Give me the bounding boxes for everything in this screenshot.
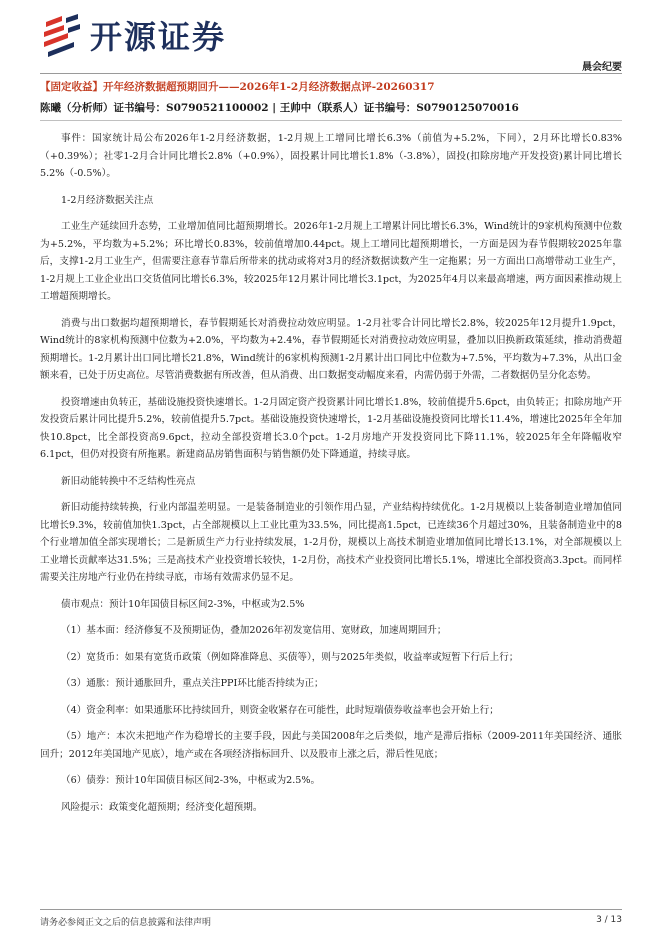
title-tag: 【固定收益】 — [40, 81, 103, 93]
paragraph-consumption-export: 消费与出口数据均超预期增长，春节假期延长对消费拉动效应明显。1-2月社零合计同比增长2.8%，较2025年12月提升1.9pct，Wind统计的8家机构预测中位数为+2.0%，平均数为+2.4%，春节假期延长对消费拉动效应明显，叠加以旧换新政策延续，推动消费超预期增长。1-2月累计出口同比增长21.8%，Wind统计的6家机构预测1-2月累计出口同比中位数为+7.5%，平均数为+7.3%，从出口金额来看，已处于历史高位。尽管消费数据有所改善，但从消费、出口数据变动幅度来看，内需仍弱于外需，二者数据仍呈分化态势。 — [40, 317, 622, 381]
paragraph-event: 事件：国家统计局公布2026年1-2月经济数据，1-2月规上工增同比增长6.3%（前值为+5.2%，下同），2月环比增长0.83%（+0.39%）；社零1-2月合计同比增长2.8%（+0.9%），固投累计同比增长1.8%（-3.8%），固投(扣除房地产开发投资)累计同比增长5.2%（-0.5%）。 — [40, 133, 622, 179]
header-divider — [40, 73, 622, 74]
report-body — [40, 80, 622, 816]
paragraph-bond-view: 债市观点：预计10年国债目标区间2-3%，中枢或为2.5% — [61, 598, 305, 610]
company-logo — [40, 12, 226, 58]
paragraph-bonds: （6）债券：预计10年国债目标区间2-3%，中枢或为2.5%。 — [61, 775, 321, 786]
title-divider — [40, 120, 622, 121]
page-header — [0, 0, 662, 74]
logo-text: 开源证券 — [90, 18, 227, 56]
section-heading-focus: 1-2月经济数据关注点 — [61, 194, 154, 206]
title-text: 开年经济数据超预期回升——2026年1-2月经济数据点评-20260317 — [103, 81, 435, 93]
author-line: 陈曦（分析师）证书编号：S0790521100002 | 王帅中（联系人）证书编号：S0790125070016 — [40, 102, 519, 114]
paragraph-new-old-drivers: 新旧动能持续转换，行业内部温差明显。一是装备制造业的引领作用凸显，产业结构持续优化。1-2月规模以上装备制造业增加值同比增长9.3%，较前值加快1.3pct，占全部规模以上工业比重为33.5%，同比提高1.5pct，已连续36个月超过30%，且装备制造业中的8个行业增加值全部实现增长；二是新质生产力行业持续发展，1-2月份，规模以上高技术制造业增加值同比增长13.1%，对全部规模以上工业增长贡献率达31.5%；三是高技术产业投资增长较快，1-2月份，高技术产业投资同比增长5.1%，增速比全部投资高3.3pct。而同样需要关注房地产行业仍在持续寻底，市场有效需求仍显不足。 — [40, 502, 622, 583]
paragraph-industry: 工业生产延续回升态势，工业增加值同比超预期增长。2026年1-2月规上工增累计同比增长6.3%，Wind统计的9家机构预测中位数为+5.2%，平均数为+5.2%；环比增长0.83%，较前值增加0.44pct。规上工增同比超预期增长，一方面是因为春节假期较2025年靠后，支撑1-2月工业生产，但需要注意春节靠后所带来的扰动或将对3月的经济数据读数产生一定拖累；另一方面出口高增带动工业生产，1-2月规上工业企业出口交货值同比增长6.3%，较2025年12月累计同比增长3.1pct，为2025年4月以来最高增速，两方面因素推动规上工增超预期增长。 — [40, 221, 622, 302]
paragraph-investment: 投资增速由负转正，基础设施投资快速增长。1-2月固定资产投资累计同比增长1.8%，较前值提升5.6pct，由负转正；扣除房地产开发投资后累计同比提升5.2%，较前值提升5.7pct。基础设施投资快速增长，1-2月基础设施投资同比增长11.4%，增速比2025年全年加快10.8pct，比全部投资高9.6pct，拉动全部投资增长3.0个pct。1-2月房地产开发投资同比下降11.1%，较2025年全年降幅收窄6.1pct，但仍对投资有所拖累。新建商品房销售面积与销售额仍处下降通道，持续寻底。 — [40, 396, 622, 460]
paragraph-fundamentals: （1）基本面：经济修复不及预期证伪，叠加2026年初发宽信用、宽财政，加速周期回升； — [61, 625, 447, 636]
page-number: 3 / 13 — [596, 915, 622, 925]
footer-disclaimer: 请务必参阅正文之后的信息披露和法律声明 — [40, 918, 212, 928]
paragraph-inflation: （3）通胀：预计通胀回升，重点关注PPI环比能否持续为正； — [61, 678, 324, 689]
footer-divider — [40, 909, 622, 910]
paragraph-risk: 风险提示：政策变化超预期；经济变化超预期。 — [61, 801, 263, 813]
paragraph-monetary: （2）宽货币：如果有宽货币政策（例如降准降息、买债等），则与2025年类似，收益率或短暂下行后上行； — [61, 651, 519, 663]
section-heading-structure: 新旧动能转换中不乏结构性亮点 — [61, 475, 196, 487]
report-type-label: 晨会纪要 — [582, 62, 622, 73]
logo-mark-icon — [40, 12, 82, 58]
paragraph-real-estate: （5）地产：本次未把地产作为稳增长的主要手段，因此与美国2008年之后类似，地产是滞后指标（2009-2011年美国经济、通胀回升；2012年美国地产见底），地产或在各项经济指标回升、以及股市上涨之后，滞后性见底； — [40, 731, 622, 760]
report-title — [40, 80, 622, 95]
paragraph-funding-rate: （4）资金利率：如果通胀环比持续回升，则资金收紧存在可能性，此时短端债券收益率也会开始上行； — [61, 704, 499, 716]
